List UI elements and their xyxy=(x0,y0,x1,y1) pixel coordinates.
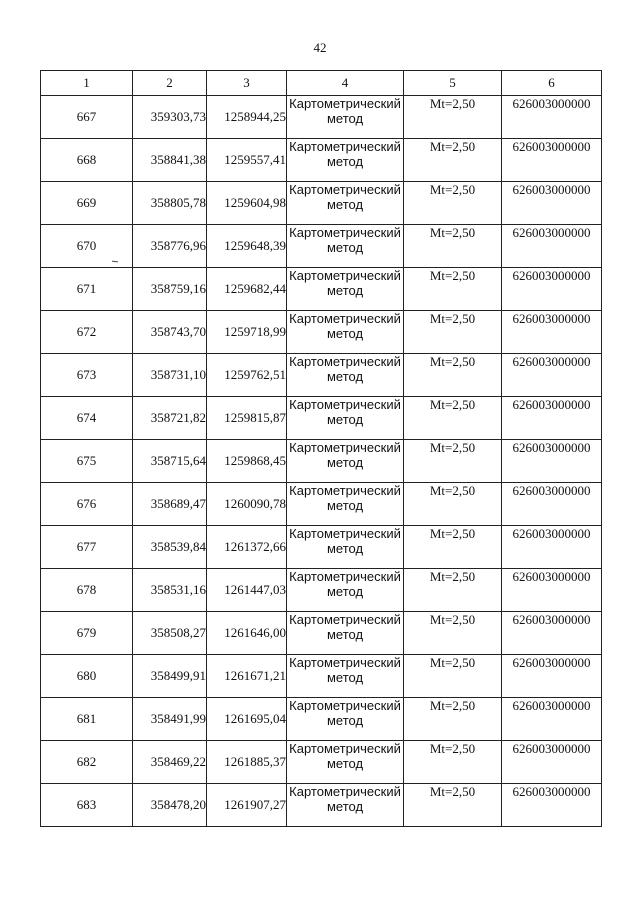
method-text-line: метод xyxy=(326,584,364,599)
point-number-cell: 678 xyxy=(41,569,133,612)
point-number-cell: 679 xyxy=(41,612,133,655)
code-cell: 626003000000 xyxy=(502,96,602,139)
code-cell: 626003000000 xyxy=(502,483,602,526)
method-text-line: Картометрический xyxy=(289,354,401,369)
method-text-line: метод xyxy=(326,154,364,169)
x-coordinate-cell: 358743,70 xyxy=(133,311,207,354)
table-row xyxy=(41,182,602,225)
x-coordinate-cell: 358841,38 xyxy=(133,139,207,182)
point-number-cell: 676 xyxy=(41,483,133,526)
method-cell xyxy=(287,526,404,569)
y-coordinate-cell: 1258944,25 xyxy=(207,96,287,139)
accuracy-cell: Mt=2,50 xyxy=(404,268,502,311)
code-cell: 626003000000 xyxy=(502,526,602,569)
code-cell: 626003000000 xyxy=(502,741,602,784)
method-cell xyxy=(287,139,404,182)
method-text-line: Картометрический xyxy=(289,311,401,326)
method-text-line: Картометрический xyxy=(289,182,401,197)
table-row xyxy=(41,698,602,741)
point-number-cell: 671 xyxy=(41,268,133,311)
y-coordinate-cell: 1259762,51 xyxy=(207,354,287,397)
table-row xyxy=(41,569,602,612)
method-text-line: Картометрический xyxy=(289,741,401,756)
method-cell xyxy=(287,311,404,354)
point-number-cell: 680 xyxy=(41,655,133,698)
method-text-line: Картометрический xyxy=(289,440,401,455)
y-coordinate-cell: 1259557,41 xyxy=(207,139,287,182)
method-text-line: метод xyxy=(326,369,364,384)
column-header: 1 xyxy=(41,71,133,96)
table-row xyxy=(41,139,602,182)
method-text-line: метод xyxy=(326,541,364,556)
accuracy-cell: Mt=2,50 xyxy=(404,483,502,526)
code-cell: 626003000000 xyxy=(502,139,602,182)
method-text-line: метод xyxy=(326,111,364,126)
table-row xyxy=(41,526,602,569)
method-cell xyxy=(287,268,404,311)
method-text-line: Картометрический xyxy=(289,397,401,412)
page-number: 42 xyxy=(313,40,327,55)
column-header: 5 xyxy=(404,71,502,96)
point-number-cell: 681 xyxy=(41,698,133,741)
table-row xyxy=(41,311,602,354)
method-cell xyxy=(287,741,404,784)
method-text-line: Картометрический xyxy=(289,612,401,627)
method-text-line: метод xyxy=(326,455,364,470)
accuracy-cell: Mt=2,50 xyxy=(404,526,502,569)
x-coordinate-cell: 358731,10 xyxy=(133,354,207,397)
x-coordinate-cell: 358805,78 xyxy=(133,182,207,225)
table-row xyxy=(41,96,602,139)
table-row xyxy=(41,268,602,311)
y-coordinate-cell: 1259815,87 xyxy=(207,397,287,440)
point-number-cell: 669 xyxy=(41,182,133,225)
method-cell xyxy=(287,569,404,612)
y-coordinate-cell: 1259868,45 xyxy=(207,440,287,483)
point-number-cell: 672 xyxy=(41,311,133,354)
column-header: 6 xyxy=(502,71,602,96)
method-text-line: Картометрический xyxy=(289,139,401,154)
y-coordinate-cell: 1261646,00 xyxy=(207,612,287,655)
accuracy-cell: Mt=2,50 xyxy=(404,182,502,225)
point-number-cell: 670 xyxy=(41,225,133,268)
code-cell: 626003000000 xyxy=(502,311,602,354)
point-number-cell: 675 xyxy=(41,440,133,483)
column-header: 3 xyxy=(207,71,287,96)
method-cell xyxy=(287,440,404,483)
method-text-line: Картометрический xyxy=(289,569,401,584)
method-text-line: Картометрический xyxy=(289,784,401,799)
accuracy-cell: Mt=2,50 xyxy=(404,612,502,655)
accuracy-cell: Mt=2,50 xyxy=(404,698,502,741)
accuracy-cell: Mt=2,50 xyxy=(404,655,502,698)
point-number-cell: 674 xyxy=(41,397,133,440)
accuracy-cell: Mt=2,50 xyxy=(404,397,502,440)
x-coordinate-cell: 358531,16 xyxy=(133,569,207,612)
method-cell xyxy=(287,612,404,655)
y-coordinate-cell: 1261372,66 xyxy=(207,526,287,569)
point-number-cell: 683 xyxy=(41,784,133,827)
table-row xyxy=(41,225,602,268)
accuracy-cell: Mt=2,50 xyxy=(404,225,502,268)
point-number-cell: 673 xyxy=(41,354,133,397)
method-text-line: метод xyxy=(326,283,364,298)
table-row xyxy=(41,483,602,526)
accuracy-cell: Mt=2,50 xyxy=(404,139,502,182)
point-number-cell: 667 xyxy=(41,96,133,139)
y-coordinate-cell: 1259604,98 xyxy=(207,182,287,225)
column-header: 2 xyxy=(133,71,207,96)
method-text-line: метод xyxy=(326,197,364,212)
method-text-line: метод xyxy=(326,326,364,341)
accuracy-cell: Mt=2,50 xyxy=(404,96,502,139)
method-cell xyxy=(287,182,404,225)
code-cell: 626003000000 xyxy=(502,569,602,612)
method-text-line: метод xyxy=(326,498,364,513)
x-coordinate-cell: 358499,91 xyxy=(133,655,207,698)
x-coordinate-cell: 358539,84 xyxy=(133,526,207,569)
point-number-cell: 677 xyxy=(41,526,133,569)
code-cell: 626003000000 xyxy=(502,354,602,397)
code-cell: 626003000000 xyxy=(502,225,602,268)
code-cell: 626003000000 xyxy=(502,784,602,827)
method-text-line: Картометрический xyxy=(289,526,401,541)
method-cell xyxy=(287,483,404,526)
x-coordinate-cell: 358759,16 xyxy=(133,268,207,311)
point-number-cell: 682 xyxy=(41,741,133,784)
method-text-line: Картометрический xyxy=(289,268,401,283)
accuracy-cell: Mt=2,50 xyxy=(404,784,502,827)
x-coordinate-cell: 358721,82 xyxy=(133,397,207,440)
code-cell: 626003000000 xyxy=(502,655,602,698)
method-cell xyxy=(287,354,404,397)
y-coordinate-cell: 1259648,39 xyxy=(207,225,287,268)
column-header: 4 xyxy=(287,71,404,96)
method-text-line: метод xyxy=(326,670,364,685)
accuracy-cell: Mt=2,50 xyxy=(404,440,502,483)
table-row xyxy=(41,784,602,827)
coordinates-table xyxy=(40,70,602,827)
method-text-line: метод xyxy=(326,713,364,728)
point-number-cell: 668 xyxy=(41,139,133,182)
y-coordinate-cell: 1260090,78 xyxy=(207,483,287,526)
method-text-line: метод xyxy=(326,799,364,814)
method-text-line: Картометрический xyxy=(289,698,401,713)
method-cell xyxy=(287,784,404,827)
code-cell: 626003000000 xyxy=(502,698,602,741)
table-row xyxy=(41,397,602,440)
method-text-line: Картометрический xyxy=(289,225,401,240)
method-cell xyxy=(287,655,404,698)
y-coordinate-cell: 1261447,03 xyxy=(207,569,287,612)
y-coordinate-cell: 1259682,44 xyxy=(207,268,287,311)
code-cell: 626003000000 xyxy=(502,182,602,225)
x-coordinate-cell: 358715,64 xyxy=(133,440,207,483)
code-cell: 626003000000 xyxy=(502,268,602,311)
table-body xyxy=(41,96,602,827)
y-coordinate-cell: 1261907,27 xyxy=(207,784,287,827)
method-cell xyxy=(287,225,404,268)
x-coordinate-cell: 358491,99 xyxy=(133,698,207,741)
accuracy-cell: Mt=2,50 xyxy=(404,741,502,784)
method-text-line: Картометрический xyxy=(289,483,401,498)
table-row xyxy=(41,612,602,655)
method-text-line: метод xyxy=(326,756,364,771)
table-row xyxy=(41,354,602,397)
x-coordinate-cell: 358508,27 xyxy=(133,612,207,655)
y-coordinate-cell: 1259718,99 xyxy=(207,311,287,354)
code-cell: 626003000000 xyxy=(502,612,602,655)
x-coordinate-cell: 358478,20 xyxy=(133,784,207,827)
method-cell xyxy=(287,397,404,440)
method-text-line: метод xyxy=(326,627,364,642)
method-text-line: Картометрический xyxy=(289,655,401,670)
method-text-line: метод xyxy=(326,240,364,255)
accuracy-cell: Mt=2,50 xyxy=(404,311,502,354)
x-coordinate-cell: 359303,73 xyxy=(133,96,207,139)
x-coordinate-cell: 358776,96 xyxy=(133,225,207,268)
x-coordinate-cell: 358689,47 xyxy=(133,483,207,526)
table-row xyxy=(41,655,602,698)
method-cell xyxy=(287,698,404,741)
y-coordinate-cell: 1261671,21 xyxy=(207,655,287,698)
code-cell: 626003000000 xyxy=(502,397,602,440)
accuracy-cell: Mt=2,50 xyxy=(404,354,502,397)
y-coordinate-cell: 1261885,37 xyxy=(207,741,287,784)
accuracy-cell: Mt=2,50 xyxy=(404,569,502,612)
x-coordinate-cell: 358469,22 xyxy=(133,741,207,784)
table-header-row xyxy=(41,71,602,96)
table-row xyxy=(41,741,602,784)
method-text-line: метод xyxy=(326,412,364,427)
method-cell xyxy=(287,96,404,139)
y-coordinate-cell: 1261695,04 xyxy=(207,698,287,741)
code-cell: 626003000000 xyxy=(502,440,602,483)
table-row xyxy=(41,440,602,483)
method-text-line: Картометрический xyxy=(289,96,401,111)
